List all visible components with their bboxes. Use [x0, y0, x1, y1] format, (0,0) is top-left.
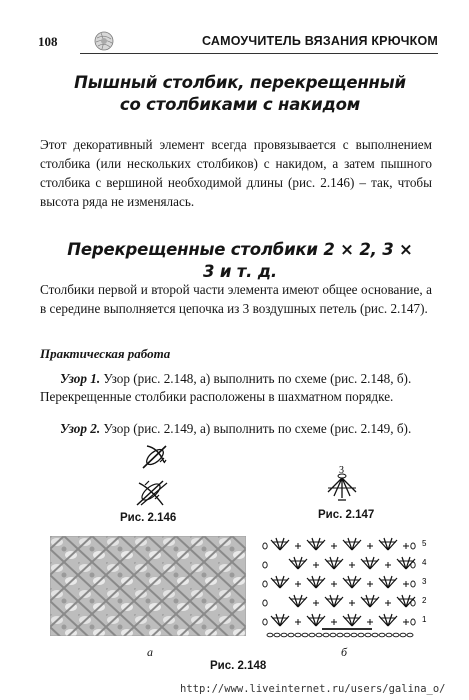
chart-stitch-cluster — [343, 538, 361, 550]
running-header — [38, 30, 438, 52]
chart-foundation-chain — [274, 633, 280, 637]
chart-row-number: 3 — [422, 577, 427, 586]
chart-stitch-cluster — [361, 595, 379, 607]
chart-stitch-cluster — [289, 557, 307, 569]
page-number: 108 — [38, 34, 58, 49]
header-rule — [80, 53, 438, 54]
chart-stitch-cluster — [379, 576, 397, 588]
chart-stitch-cluster — [271, 576, 289, 588]
practical-work-title: Практическая работа — [40, 346, 171, 361]
chart-single-crochet — [403, 581, 409, 587]
figure-2-148-caption: Рис. 2.148 — [210, 660, 267, 672]
chart-row-number: 1 — [422, 615, 427, 624]
chart-foundation-chain — [302, 633, 308, 637]
chart-chain-stitch — [411, 543, 415, 549]
chart-single-crochet — [385, 562, 391, 568]
source-url: http://www.liveinternet.ru/users/galina_o/ — [180, 683, 446, 695]
figure-2-146-caption: Рис. 2.146 — [120, 512, 177, 524]
chart-single-crochet — [313, 562, 319, 568]
chart-chain-stitch — [263, 581, 267, 587]
figure-2-147-caption: Рис. 2.147 — [318, 509, 375, 521]
chart-foundation-chain — [379, 633, 385, 637]
section-heading-2: Перекрещенные столбики 2 × 2, 3 × 3 и т. д. — [67, 240, 413, 281]
chart-stitch-cluster — [343, 576, 361, 588]
chart-stitch-cluster — [397, 595, 415, 607]
chart-chain-stitch — [263, 543, 267, 549]
chart-single-crochet — [331, 581, 337, 587]
chart-single-crochet — [331, 619, 337, 625]
chart-row-number: 2 — [422, 596, 427, 605]
chain-count-label: 3 — [339, 465, 344, 476]
chart-foundation-chain — [323, 633, 329, 637]
chart-foundation-chain — [358, 633, 364, 637]
chart-stitch-cluster — [343, 614, 361, 626]
chart-stitch-cluster — [289, 595, 307, 607]
chart-single-crochet — [295, 619, 301, 625]
pattern-1 — [40, 370, 440, 406]
chart-chain-stitch — [411, 562, 415, 568]
chart-chain-stitch — [411, 619, 415, 625]
chart-foundation-chain — [393, 633, 399, 637]
yarn-ball-icon — [93, 30, 115, 52]
chart-single-crochet — [313, 600, 319, 606]
chart-row-number: 5 — [422, 539, 427, 548]
chart-foundation-chain — [267, 633, 273, 637]
chart-stitch-cluster — [379, 614, 397, 626]
chart-single-crochet — [367, 543, 373, 549]
paragraph-1: Этот декоративный элемент всегда провязывается с выполнением столбика (или нескольких столбиков) с накидом, а затем пышного столбика с вершиной необходимой длины (рис. 2.146) – так, чтобы высота ряда не изменялась. — [40, 137, 432, 209]
chart-stitch-cluster — [397, 557, 415, 569]
chart-foundation-chain — [309, 633, 315, 637]
figure-label-a: а — [147, 645, 153, 659]
chart-single-crochet — [349, 562, 355, 568]
chart-stitch-cluster — [307, 614, 325, 626]
chart-foundation-chain — [288, 633, 294, 637]
heading-line-2: со столбиками с накидом — [119, 95, 361, 114]
chart-stitch-cluster — [307, 538, 325, 550]
chart-single-crochet — [295, 581, 301, 587]
chart-chain-stitch — [411, 581, 415, 587]
chart-foundation-chain — [400, 633, 406, 637]
pattern-2-text: Узор (рис. 2.149, а) выполнить по схеме (рис. 2.149, б). — [103, 421, 412, 436]
puff-stitch-symbol-icon — [138, 440, 172, 472]
chart-rows — [263, 538, 427, 637]
figure-label-b: б — [341, 645, 348, 659]
chart-foundation-chain — [372, 633, 378, 637]
chart-chain-stitch — [263, 619, 267, 625]
chart-foundation-chain — [316, 633, 322, 637]
chart-single-crochet — [403, 543, 409, 549]
pattern-2 — [60, 420, 460, 438]
chart-single-crochet — [295, 543, 301, 549]
chart-foundation-chain — [337, 633, 343, 637]
chart-stitch-cluster — [379, 538, 397, 550]
crochet-chart — [262, 532, 437, 640]
chart-single-crochet — [403, 619, 409, 625]
chart-foundation-chain — [330, 633, 336, 637]
chart-foundation-chain — [281, 633, 287, 637]
chart-foundation-chain — [344, 633, 350, 637]
pattern-1-label: Узор 1. — [60, 371, 101, 386]
chart-foundation-chain — [386, 633, 392, 637]
chart-stitch-cluster — [325, 557, 343, 569]
chart-single-crochet — [331, 543, 337, 549]
knitted-sample-photo — [50, 536, 246, 636]
chart-foundation-chain — [407, 633, 413, 637]
chart-chain-stitch — [263, 562, 267, 568]
crossed-cluster-symbol-icon — [322, 462, 362, 506]
chart-single-crochet — [367, 619, 373, 625]
chart-stitch-cluster — [307, 576, 325, 588]
paragraph-2: Столбики первой и второй части элемента имеют общее основание, а в середине выполняется цепочка из 3 воздушных петель (рис. 2.147). — [40, 282, 432, 316]
chart-foundation-chain — [365, 633, 371, 637]
chart-foundation-chain — [295, 633, 301, 637]
pattern-2-label: Узор 2. — [60, 421, 101, 436]
chart-single-crochet — [385, 600, 391, 606]
crossed-stitch-symbol-icon — [133, 475, 171, 509]
chart-stitch-cluster — [271, 538, 289, 550]
chart-single-crochet — [367, 581, 373, 587]
pattern-1-text: Узор (рис. 2.148, а) выполнить по схеме (рис. 2.148, б). Перекрещенные столбики расположены в шахматном порядке. — [40, 371, 412, 404]
chart-foundation-chain — [351, 633, 357, 637]
chart-stitch-cluster — [361, 557, 379, 569]
chart-chain-stitch — [411, 600, 415, 606]
section-heading-1 — [60, 72, 420, 116]
chart-chain-stitch — [263, 600, 267, 606]
book-title: САМОУЧИТЕЛЬ ВЯЗАНИЯ КРЮЧКОМ — [202, 34, 438, 48]
chart-row-number: 4 — [422, 558, 427, 567]
chart-stitch-cluster — [271, 614, 289, 626]
chart-stitch-cluster — [325, 595, 343, 607]
heading-line-1: Пышный столбик, перекрещенный — [74, 73, 406, 92]
chart-single-crochet — [349, 600, 355, 606]
